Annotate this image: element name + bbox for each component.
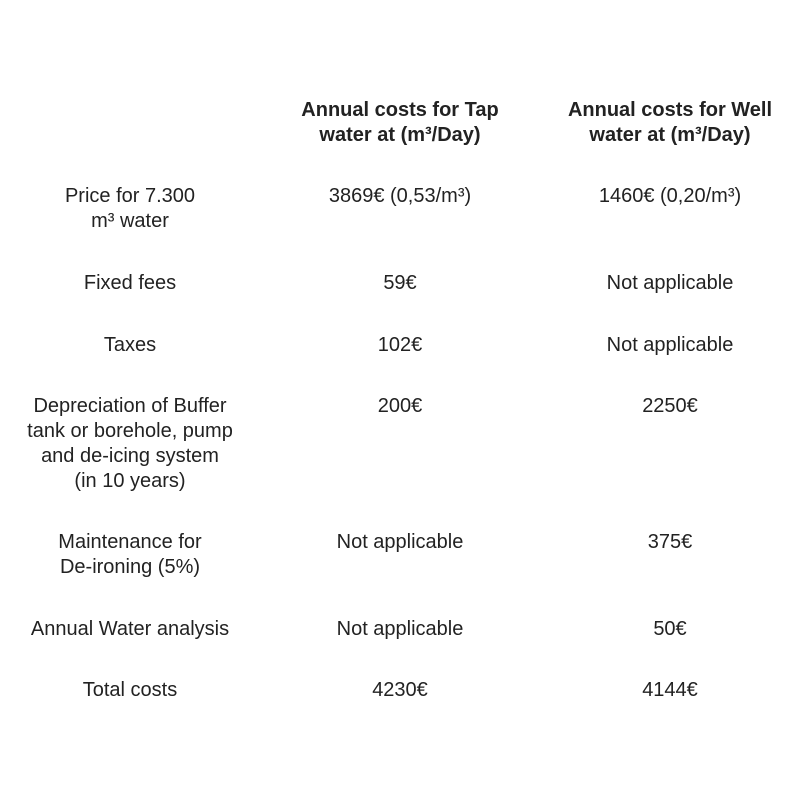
cell-tap-maintenance: Not applicable — [336, 531, 464, 553]
cell-well-depreciation: 2250€ — [642, 395, 698, 417]
cell-tap-taxes: 102€ — [377, 334, 423, 356]
row-label-total-costs: Total costs — [82, 679, 178, 701]
cell-tap-price: 3869€ (0,53/m³) — [328, 185, 472, 207]
cell-well-price: 1460€ (0,20/m³) — [598, 185, 742, 207]
row-label-water-analysis: Annual Water analysis — [30, 618, 230, 640]
cell-well-total-costs: 4144€ — [642, 679, 698, 701]
cell-well-fixed-fees: Not applicable — [606, 272, 734, 294]
cell-well-maintenance: 375€ — [647, 531, 693, 553]
row-label-fixed-fees: Fixed fees — [83, 272, 177, 294]
column-header-tap-water: Annual costs for Tap water at (m³/Day) — [301, 99, 499, 146]
cell-well-taxes: Not applicable — [606, 334, 734, 356]
column-header-well-water: Annual costs for Well water at (m³/Day) — [567, 99, 773, 146]
cell-tap-depreciation: 200€ — [377, 395, 423, 417]
row-label-taxes: Taxes — [103, 334, 157, 356]
cell-well-water-analysis: 50€ — [653, 618, 687, 640]
cell-tap-water-analysis: Not applicable — [336, 618, 464, 640]
row-label-price: Price for 7.300 m³ water — [64, 185, 196, 232]
row-label-depreciation: Depreciation of Buffer tank or borehole, pump and de-icing system (in 10 years) — [27, 395, 233, 492]
row-label-maintenance: Maintenance for De-ironing (5%) — [58, 531, 202, 578]
cell-tap-fixed-fees: 59€ — [383, 272, 417, 294]
cell-tap-total-costs: 4230€ — [372, 679, 428, 701]
